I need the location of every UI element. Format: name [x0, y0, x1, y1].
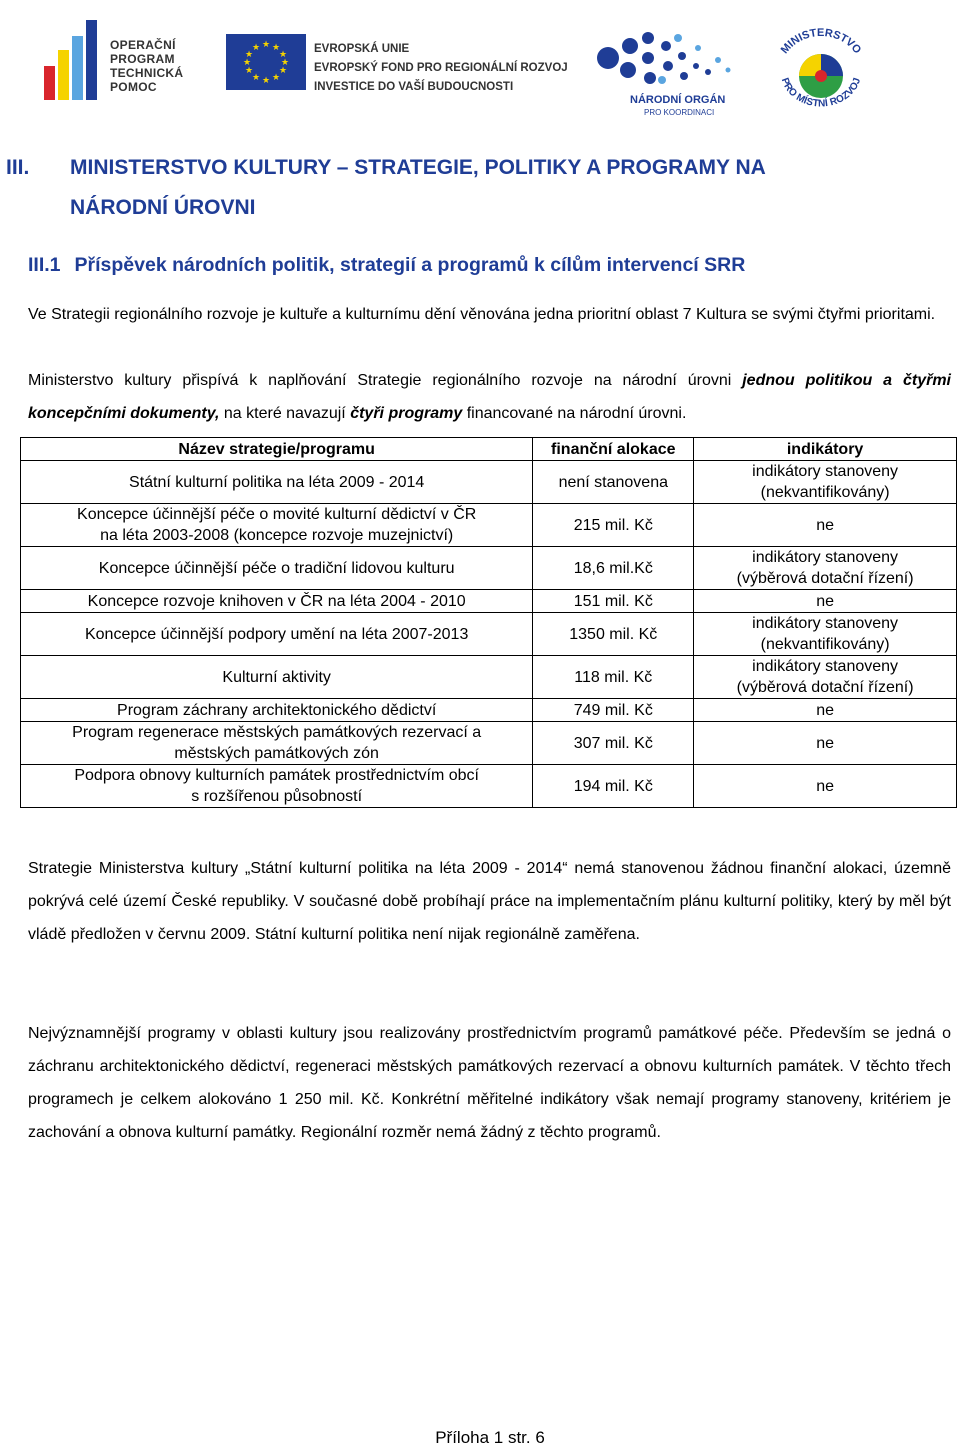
page-footer: Příloha 1 str. 6	[435, 1428, 545, 1447]
svg-text:★: ★	[242, 58, 252, 68]
cell-name	[21, 461, 533, 504]
optp-line-2: PROGRAM	[110, 52, 175, 66]
section-number: III.1	[28, 254, 61, 276]
cell-name-line: s rozšířenou působností	[191, 788, 363, 805]
logo-bar-lightblue	[72, 36, 83, 100]
cell-indicators	[694, 699, 957, 722]
cell-name-line: Program záchrany architektonického dědictví	[117, 701, 437, 719]
nok-line-1: NÁRODNÍ ORGÁN	[630, 94, 726, 106]
chapter-title	[70, 148, 890, 228]
cell-indicators	[694, 765, 957, 808]
cell-name	[21, 613, 533, 656]
svg-text:★: ★	[271, 73, 281, 83]
cell-name-line: na léta 2003-2008 (koncepce rozvoje muzejnictví)	[100, 527, 454, 544]
para2-part-a: Ministerstvo kultury přispívá k naplňování Strategie regionálního rozvoje na národní úrovni	[28, 372, 743, 389]
optp-line-4: POMOC	[110, 80, 157, 94]
cell-alloc: 118 mil. Kč	[533, 656, 694, 699]
cell-ind-line: ne	[816, 734, 834, 752]
cell-ind-line: indikátory stanoveny	[752, 549, 899, 566]
logo-bar-blue	[86, 20, 97, 100]
cell-ind-line: indikátory stanoveny	[752, 463, 899, 480]
header-alloc: finanční alokace	[533, 438, 694, 461]
cell-indicators	[694, 590, 957, 613]
cell-ind-line: indikátory stanoveny	[752, 615, 899, 632]
cell-indicators	[694, 613, 957, 656]
eu-logo-text	[314, 40, 568, 97]
table-row	[21, 590, 957, 613]
cell-indicators	[694, 656, 957, 699]
cell-ind-line: ne	[816, 592, 834, 610]
para2-part-e: financované na národní úrovni.	[462, 405, 687, 422]
mmr-logo	[766, 24, 876, 114]
cell-name-line: Program regenerace městských památkových rezervací a	[72, 724, 482, 741]
cell-name	[21, 547, 533, 590]
cell-ind-line: (výběrová dotační řízení)	[736, 679, 914, 696]
svg-text:★: ★	[251, 73, 261, 83]
logo-bar-red	[44, 66, 55, 100]
optp-logo-text	[110, 38, 183, 94]
svg-text:★: ★	[251, 43, 261, 53]
cell-alloc: 749 mil. Kč	[533, 699, 694, 722]
mmr-line-1: MINISTERSTVO	[778, 26, 864, 57]
table-header-row	[21, 438, 957, 461]
cell-alloc: 215 mil. Kč	[533, 504, 694, 547]
table-row	[21, 765, 957, 808]
svg-text:★: ★	[261, 76, 271, 86]
eu-line-1: EVROPSKÁ UNIE	[314, 43, 410, 55]
svg-text:★: ★	[278, 66, 288, 76]
cell-name-line: městských památkových zón	[174, 745, 379, 762]
cell-name	[21, 699, 533, 722]
para2-part-b: jednou politikou a čtyřmi koncepčními dokumenty,	[28, 372, 952, 422]
table-row	[21, 722, 957, 765]
nok-line-2: PRO KOORDINACI	[644, 108, 715, 117]
cell-ind-line: ne	[816, 516, 834, 534]
cell-name-line: Koncepce účinnější péče o movité kulturní dědictví v ČR	[77, 506, 477, 523]
cell-name	[21, 656, 533, 699]
eu-flag-icon	[226, 34, 306, 90]
svg-text:★: ★	[271, 43, 281, 53]
cell-name-line: Koncepce rozvoje knihoven v ČR na léta 2004 - 2010	[87, 592, 466, 610]
cell-alloc: 194 mil. Kč	[533, 765, 694, 808]
chapter-number: III.	[6, 156, 30, 179]
table-row	[21, 699, 957, 722]
svg-text:★: ★	[280, 58, 290, 68]
cell-alloc: 307 mil. Kč	[533, 722, 694, 765]
cell-name	[21, 590, 533, 613]
cell-indicators	[694, 461, 957, 504]
cell-name-line: Koncepce účinnější péče o tradiční lidovou kulturu	[98, 559, 455, 577]
chapter-title-line-1: MINISTERSTVO KULTURY – STRATEGIE, POLITIKY A PROGRAMY NA	[70, 156, 766, 179]
cell-name-line: Podpora obnovy kulturních památek prostřednictvím obcí	[74, 767, 479, 784]
eu-logo	[226, 34, 568, 94]
cell-alloc: není stanovena	[533, 461, 694, 504]
cell-name-line: Kulturní aktivity	[222, 668, 331, 686]
cell-ind-line: indikátory stanoveny	[752, 658, 899, 675]
cell-name	[21, 765, 533, 808]
table-row	[21, 461, 957, 504]
cell-alloc: 1350 mil. Kč	[533, 613, 694, 656]
eu-line-3: INVESTICE DO VAŠÍ BUDOUCNOSTI	[314, 81, 514, 93]
table-row	[21, 504, 957, 547]
cell-ind-line: ne	[816, 777, 834, 795]
mmr-emblem-icon	[799, 54, 843, 98]
svg-text:★: ★	[244, 66, 254, 76]
cell-ind-line: ne	[816, 701, 834, 719]
chapter-title-line-2: NÁRODNÍ ÚROVNI	[70, 196, 256, 219]
nok-dots-icon	[588, 28, 738, 94]
table-row	[21, 547, 957, 590]
optp-line-1: OPERAČNÍ	[110, 38, 176, 52]
cell-alloc: 18,6 mil.Kč	[533, 547, 694, 590]
optp-logo	[44, 20, 194, 100]
cell-name-line: Státní kulturní politika na léta 2009 - 2014	[129, 473, 425, 491]
table-row	[21, 656, 957, 699]
cell-name	[21, 504, 533, 547]
nok-logo	[588, 28, 738, 120]
intro-paragraph: Ve Strategii regionálního rozvoje je kultuře a kulturnímu dění věnována jedna prioritní oblast 7 Kultura se svými čtyřmi prioritami.	[28, 306, 936, 323]
para2-part-c: na které navazují	[219, 405, 351, 422]
svg-text:★: ★	[261, 40, 271, 50]
optp-line-3: TECHNICKÁ	[110, 66, 184, 80]
svg-text:★: ★	[278, 50, 288, 60]
eu-line-2: EVROPSKÝ FOND PRO REGIONÁLNÍ ROZVOJ	[314, 62, 568, 74]
mmr-line-2: PRO MÍSTNÍ ROZVOJ	[778, 76, 864, 110]
section-heading	[28, 250, 948, 280]
para2-part-d: čtyři programy	[350, 405, 463, 422]
cell-alloc: 151 mil. Kč	[533, 590, 694, 613]
cell-indicators	[694, 547, 957, 590]
strategy-table	[20, 437, 957, 808]
cell-indicators	[694, 722, 957, 765]
header-name: Název strategie/programu	[21, 438, 533, 461]
cell-name-line: Koncepce účinnější podpory umění na léta 2007-2013	[84, 625, 469, 643]
cell-indicators	[694, 504, 957, 547]
cell-ind-line: (výběrová dotační řízení)	[736, 570, 914, 587]
svg-text:★: ★	[244, 50, 254, 60]
logo-bar-yellow	[58, 50, 69, 100]
section-title: Příspěvek národních politik, strategií a programů k cílům intervencí SRR	[74, 254, 746, 276]
programs-paragraph: Nejvýznamnější programy v oblasti kultury jsou realizovány prostřednictvím programů památkové péče. Především se jedná o záchranu architektonického dědictví, regeneraci městských památkových rezervací a obnovu kulturních památek. V těchto třech programech je celkem alokováno 1 250 mil. Kč. Konkrétní měřitelné indikátory však nemají programy stanoveny, kritériem je zachování a obnova kulturní památky. Regionální rozměr nemá žádný z těchto programů.	[28, 1025, 951, 1141]
cell-name	[21, 722, 533, 765]
logo-bar	[0, 0, 960, 130]
ministry-paragraph	[28, 364, 951, 430]
policy-paragraph: Strategie Ministerstva kultury „Státní kulturní politika na léta 2009 - 2014“ nemá stanovenou žádnou finanční alokaci, územně pokrývá celé území České republiky. V současné době probíhají práce na implementačním plánu kulturní politiky, který by měl být vládě předložen v červnu 2009. Státní kulturní politika není nijak regionálně zaměřena.	[28, 860, 951, 943]
header-indicators: indikátory	[694, 438, 957, 461]
table-row	[21, 613, 957, 656]
cell-ind-line: (nekvantifikovány)	[760, 636, 890, 653]
cell-ind-line: (nekvantifikovány)	[760, 484, 890, 501]
